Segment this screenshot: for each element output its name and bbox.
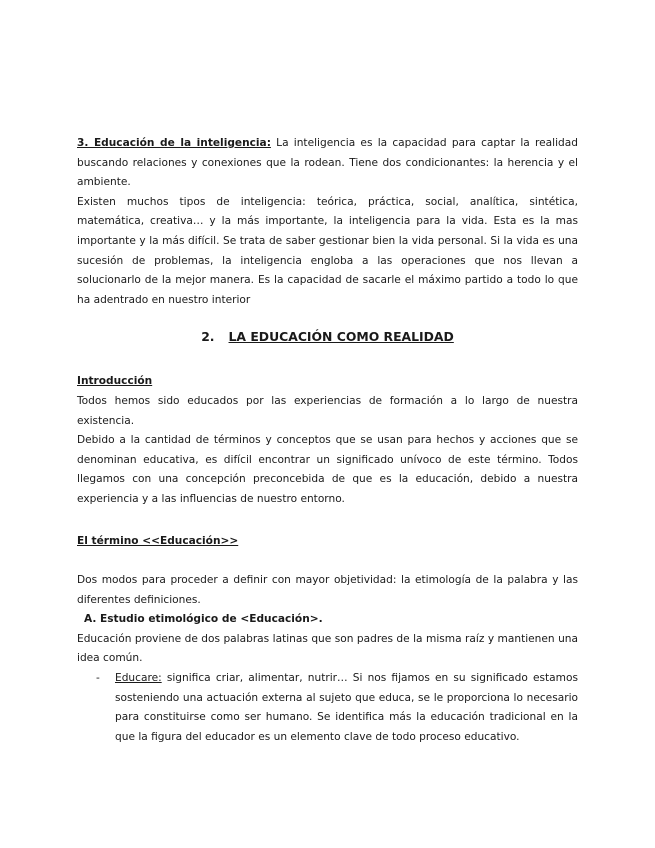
intro-paragraph-2: Debido a la cantidad de términos y conceptos que se usan para hechos y acciones que se denominan educativa, es difícil encontrar un significado unívoco de este término. Todos llegamos con una concepción preconcebida de que es la educación, debido a nuestra experiencia y a las influencias de nuestro entorno. <box>77 434 578 505</box>
bullet-term: Educare: <box>115 672 162 685</box>
bullet-text: significa criar, alimentar, nutrir… Si nos fijamos en su significado estamos sosteniendo una actuación externa al sujeto que educa, se le proporciona lo necesario para constituirse como ser humano. Se identifica más la educación tradicional en la que la figura del educador es un elemento clave de todo proceso educativo. <box>115 672 578 743</box>
chapter-heading <box>77 327 578 347</box>
intro-heading: Introducción <box>77 375 153 388</box>
bullet-dash: - <box>96 672 100 685</box>
item-letter: A. <box>84 613 97 626</box>
section3-paragraph-2: Existen muchos tipos de inteligencia: teórica, práctica, social, analítica, sintética, matemática, creativa… y la más importante, la inteligencia para la vida. Esta es la mas importante y la más difícil. Se trata de saber gestionar bien la vida personal. Si la vida es una sucesión de problemas, la inteligencia engloba a las operaciones que nos llevan a solucionarlo de la mejor manera. Es la capacidad de sacarle el máximo partido a todo lo que ha adentrado en nuestro interior <box>77 195 578 306</box>
section3-text: La inteligencia es la capacidad para captar la realidad buscando relaciones y conexiones que la rodean. Tiene dos condicionantes: la herencia y el ambiente. <box>77 137 578 189</box>
lettered-item-a <box>77 610 578 630</box>
term-paragraph-1: Dos modos para proceder a definir con mayor objetividad: la etimología de la palabra y las diferentes definiciones. <box>77 574 578 606</box>
page-content <box>77 134 578 747</box>
chapter-number: 2. <box>201 329 215 345</box>
chapter-title: LA EDUCACIÓN COMO REALIDAD <box>228 329 454 345</box>
term-paragraph-2: Educación proviene de dos palabras latinas que son padres de la misma raíz y mantienen una idea común. <box>77 632 578 665</box>
item-title: Estudio etimológico de <Educación>. <box>100 613 323 626</box>
intro-paragraph-1: Todos hemos sido educados por las experiencias de formación a lo largo de nuestra existencia. <box>77 394 578 427</box>
section3-label: 3. Educación de la inteligencia: <box>77 137 271 149</box>
bullet-item-educare <box>77 669 578 747</box>
section3-paragraph <box>77 134 578 193</box>
term-heading: El término <<Educación>> <box>77 534 239 547</box>
